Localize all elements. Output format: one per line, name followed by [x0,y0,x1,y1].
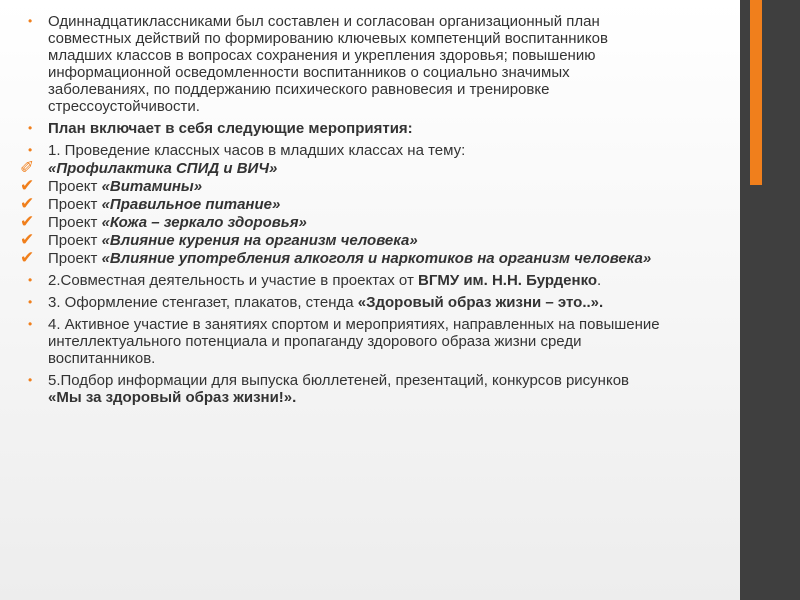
item-text: Одиннадцатиклассниками был составлен и согласован организационный план совместных действий по формированию ключевых компетенций воспитанников младших классов в вопросах сохранения и укрепления здоровья; повышению информационной осведомленности воспитанников о социально значимых заболеваниях, по поддержанию психического равновесия и тренировке стрессоустойчивости. [48,13,608,115]
pencil-icon: ✐ [20,158,35,177]
list-item [20,316,660,367]
item-text: 1. Проведение классных часов в младших классах на тему: [48,142,466,159]
item-bold-italic-text: «Профилактика СПИД и ВИЧ» [48,160,278,177]
item-bold-italic-text: «Правильное питание» [101,196,281,213]
checkmark-icon: ✔ [20,176,35,195]
item-prefix: Проект [48,196,102,213]
bullet-icon: • [28,273,33,287]
bullet-icon: • [28,121,33,135]
item-prefix: Проект [48,214,102,231]
list-item [20,372,660,406]
list-item [20,142,660,159]
item-prefix: 5.Подбор информации для выпуска бюллетеней, презентаций, конкурсов рисунков [48,372,630,389]
bullet-icon: • [28,14,33,28]
orange-accent-strip [750,0,762,185]
checkmark-icon: ✔ [20,248,35,267]
slide-content [20,13,660,411]
item-bold-text: ВГМУ им. Н.Н. Бурденко [417,272,598,289]
item-prefix: 2.Совместная деятельность и участие в проектах от [48,272,418,289]
item-prefix: Проект [48,178,102,195]
item-bold-italic-text: «Витамины» [101,178,203,195]
checkmark-icon: ✔ [20,230,35,249]
item-text: 4. Активное участие в занятиях спортом и мероприятиях, направленных на повышение интеллектуального потенциала и пропаганду здорового образа жизни среди воспитанников. [48,316,660,367]
right-decorative-bar [740,0,800,600]
checkmark-icon: ✔ [20,212,35,231]
bullet-icon: • [28,295,33,309]
item-bold-italic-text: «Влияние курения на организм человека» [101,232,418,249]
bullet-icon: • [28,143,33,157]
checkmark-icon: ✔ [20,194,35,213]
item-prefix: Проект [48,250,102,267]
item-bold-text: План включает в себя следующие мероприятия: [48,120,413,137]
bullet-icon: • [28,373,33,387]
bullet-icon: • [28,317,33,331]
item-bold-italic-text: «Кожа – зеркало здоровья» [101,214,307,231]
item-suffix: . [597,272,602,289]
list-item [20,196,660,213]
list-item [20,214,660,231]
item-bold-text: «Мы за здоровый образ жизни!». [48,389,297,406]
list-item [20,272,660,289]
item-prefix: 3. Оформление стенгазет, плакатов, стенда [48,294,358,311]
item-bold-text: «Здоровый образ жизни – это..». [357,294,604,311]
list-item [20,13,660,115]
item-prefix: Проект [48,232,102,249]
list-item [20,250,660,267]
list-item [20,232,660,249]
item-bold-italic-text: «Влияние употребления алкоголя и наркотиков на организм человека» [101,250,652,267]
list-item [20,160,660,177]
list-item [20,294,660,311]
list-item [20,178,660,195]
list-item [20,120,660,137]
